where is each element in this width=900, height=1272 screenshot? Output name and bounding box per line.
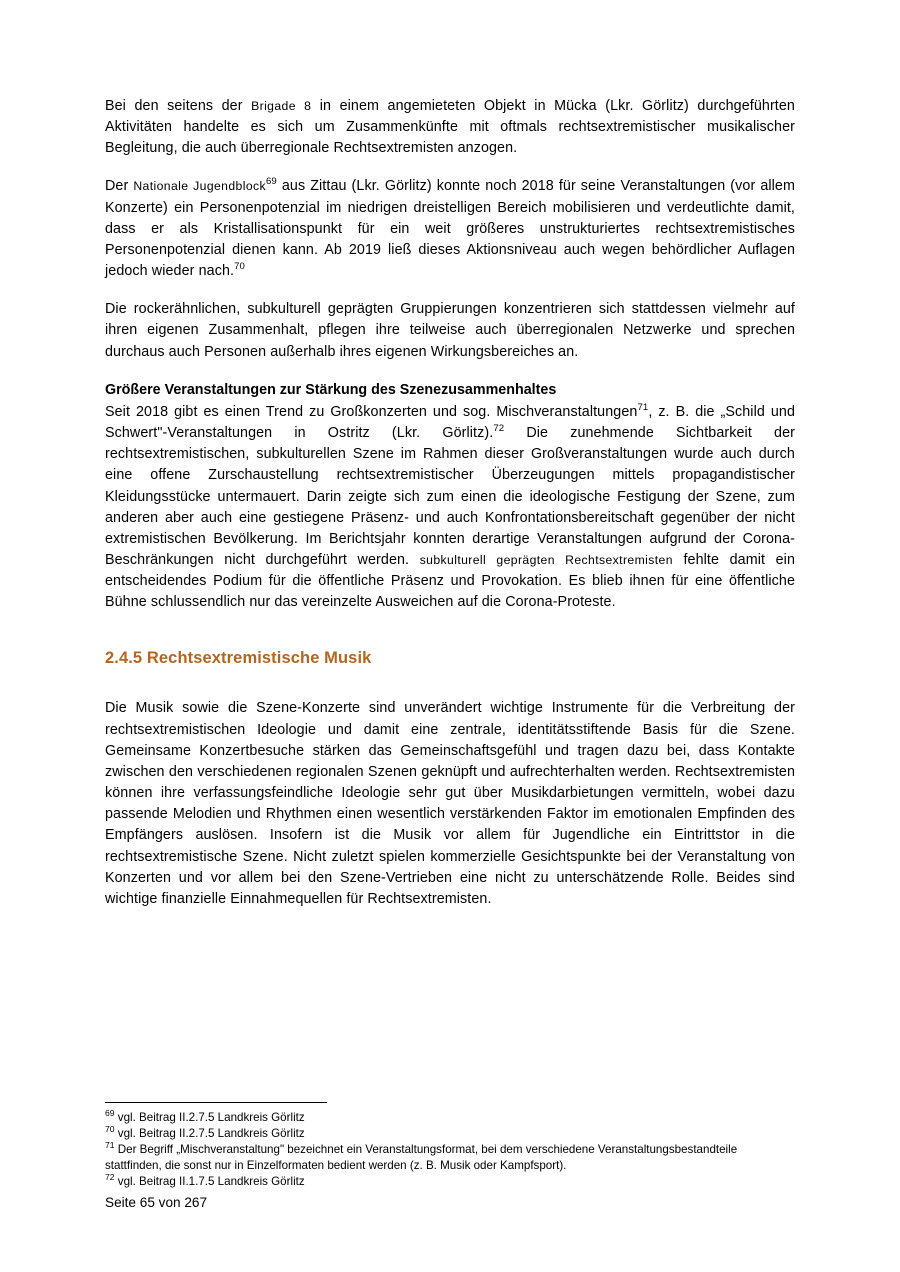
footnote-text-72: vgl. Beitrag II.1.7.5 Landkreis Görlitz xyxy=(114,1175,305,1189)
organization-name-nationaler-jugendblock: Nationale Jugendblock xyxy=(133,179,266,194)
paragraph-4-part-2: , z. B. die „Schild und Schwert"-Veranstaltungen in Ostritz (Lkr. Görlitz). xyxy=(105,403,795,442)
footnote-text-70: vgl. Beitrag II.2.7.5 Landkreis Görlitz xyxy=(114,1127,305,1141)
paragraph-4 xyxy=(105,402,795,614)
paragraph-2-part-2: aus Zittau (Lkr. Görlitz) konnte noch 2018 für seine Veranstaltungen (vor allem Konzerte) ein Personenpotenzial im niedrigen dreistelligen Bereich mobilisieren und verdeutlichte damit, dass er als Kristallisationspunkt für ein weit größeres unstrukturiertes rechtsextremistisches Personenpotenzial dienen kann. Ab 2019 ließ dieses Aktionsniveau auch wegen behördlicher Auflagen jedoch wieder nach. xyxy=(105,178,795,280)
group-name-subkulturell-gepraegte-rechtsextremisten: subkulturell geprägten Rechtsextremisten xyxy=(419,552,673,567)
paragraph-3-text: Die rockerähnlichen, subkulturell geprägten Gruppierungen konzentrieren sich stattdessen vielmehr auf ihren eigenen Zusammenhalt, pflegen ihre teilweise auch überregionalen Netzwerke und sprechen durchaus auch Personen außerhalb ihres eigenen Wirkungsbereiches an. xyxy=(105,301,795,360)
footnote-ref-71: 71 xyxy=(637,402,649,414)
paragraph-1-part-1: Bei den seitens der xyxy=(105,98,252,114)
footnote-ref-72: 72 xyxy=(493,423,505,435)
organization-name-brigade-8: Brigade 8 xyxy=(251,99,312,113)
footnote-text-69: vgl. Beitrag II.2.7.5 Landkreis Görlitz xyxy=(114,1111,305,1125)
footnote-71 xyxy=(105,1142,795,1174)
footnote-ref-70: 70 xyxy=(234,261,245,273)
footnote-marker-70: 70 xyxy=(105,1124,115,1135)
paragraph-3 xyxy=(105,299,795,362)
footnote-ref-69: 69 xyxy=(265,176,277,188)
paragraph-5-text: Die Musik sowie die Szene-Konzerte sind unverändert wichtige Instrumente für die Verbreitung der rechtsextremistischen Ideologie und damit eine zentrale, identitätsstiftende Basis für die Szene. Gemeinsame Konzertbesuche stärken das Gemeinschaftsgefühl und tragen dazu bei, dass Kontakte zwischen den verschiedenen regionalen Szenen geknüpft und aufrechterhalten werden. Rechtsextremisten können ihre verfassungsfeindliche Ideologie sehr gut über Musikdarbietungen vermitteln, wobei dazu passende Melodien und Rhythmen einen wesentlich verstärkenden Faktor im emotionalen Empfinden des Empfängers auslösen. Insofern ist die Musik vor allem für Jugendliche ein Eintrittstor in die rechtsextremistische Szene. Nicht zuletzt spielen kommerzielle Gesichtspunkte bei der Veranstaltung von Konzerten und vor allem bei den Szene-Vertrieben eine nicht zu unterschätzende Rolle. Beides sind wichtige finanzielle Einnahmequellen für Rechtsextremisten. xyxy=(105,700,795,907)
footnote-69 xyxy=(105,1110,795,1126)
footnote-marker-71: 71 xyxy=(105,1140,115,1151)
page-number: Seite 65 von 267 xyxy=(105,1195,208,1210)
section-title-245: 2.4.5 Rechtsextremistische Musik xyxy=(105,649,372,668)
footnote-70 xyxy=(105,1126,795,1142)
footnote-72 xyxy=(105,1174,795,1190)
footnote-separator xyxy=(105,1102,327,1103)
footnote-area xyxy=(105,1102,795,1210)
subheading-groessere-veranstaltungen: Größere Veranstaltungen zur Stärkung des Szenezusammenhaltes xyxy=(105,381,557,398)
paragraph-4-part-4: fehlte damit ein entscheidendes Podium für die öffentliche Präsenz und Provokation. Es blieb ihnen für eine öffentliche Bühne schlussendlich nur das vereinzelte Ausweichen auf die Corona-Proteste. xyxy=(105,551,795,611)
paragraph-1 xyxy=(105,96,795,159)
paragraph-2-part-1: Der xyxy=(105,178,134,195)
paragraph-1-part-2: in einem angemieteten Objekt in Mücka (Lkr. Görlitz) durchgeführten Aktivitäten handelte es sich um Zusammenkünfte mit oftmals rechtsextremistischer musikalischer Begleitung, die auch überregionale Rechtsextremisten anzogen. xyxy=(105,98,795,157)
paragraph-5 xyxy=(105,698,795,910)
footnote-marker-72: 72 xyxy=(105,1172,115,1183)
footnote-marker-69: 69 xyxy=(105,1108,115,1119)
paragraph-2 xyxy=(105,176,795,282)
paragraph-4-part-3: Die zunehmende Sichtbarkeit der rechtsextremistischen, subkulturellen Szene im Rahmen dieser Großveranstaltungen wurde auch durch eine offene Zurschaustellung rechtsextremistischer Überzeugungen mittels propagandistischer Kleidungsstücke untermauert. Darin zeigte sich zum einen die ideologische Festigung der Szene, zum anderen aber auch eine gestiegene Präsenz- und auch Konfrontationsbereitschaft gegenüber der nicht extremistischen Bevölkerung. Im Berichtsjahr konnten derartige Veranstaltungen aufgrund der Corona-Beschränkungen nicht durchgeführt werden. xyxy=(105,425,795,568)
footnote-text-71: Der Begriff „Mischveranstaltung" bezeichnet ein Veranstaltungsformat, bei dem verschiedene Veranstaltungsbestandteile stattfinden, die sonst nur in Einzelformaten bedient werden (z. B. Musik oder Kampfsport). xyxy=(105,1143,738,1173)
paragraph-4-part-1: Seit 2018 gibt es einen Trend zu Großkonzerten und sog. Mischveranstaltungen xyxy=(105,403,638,420)
